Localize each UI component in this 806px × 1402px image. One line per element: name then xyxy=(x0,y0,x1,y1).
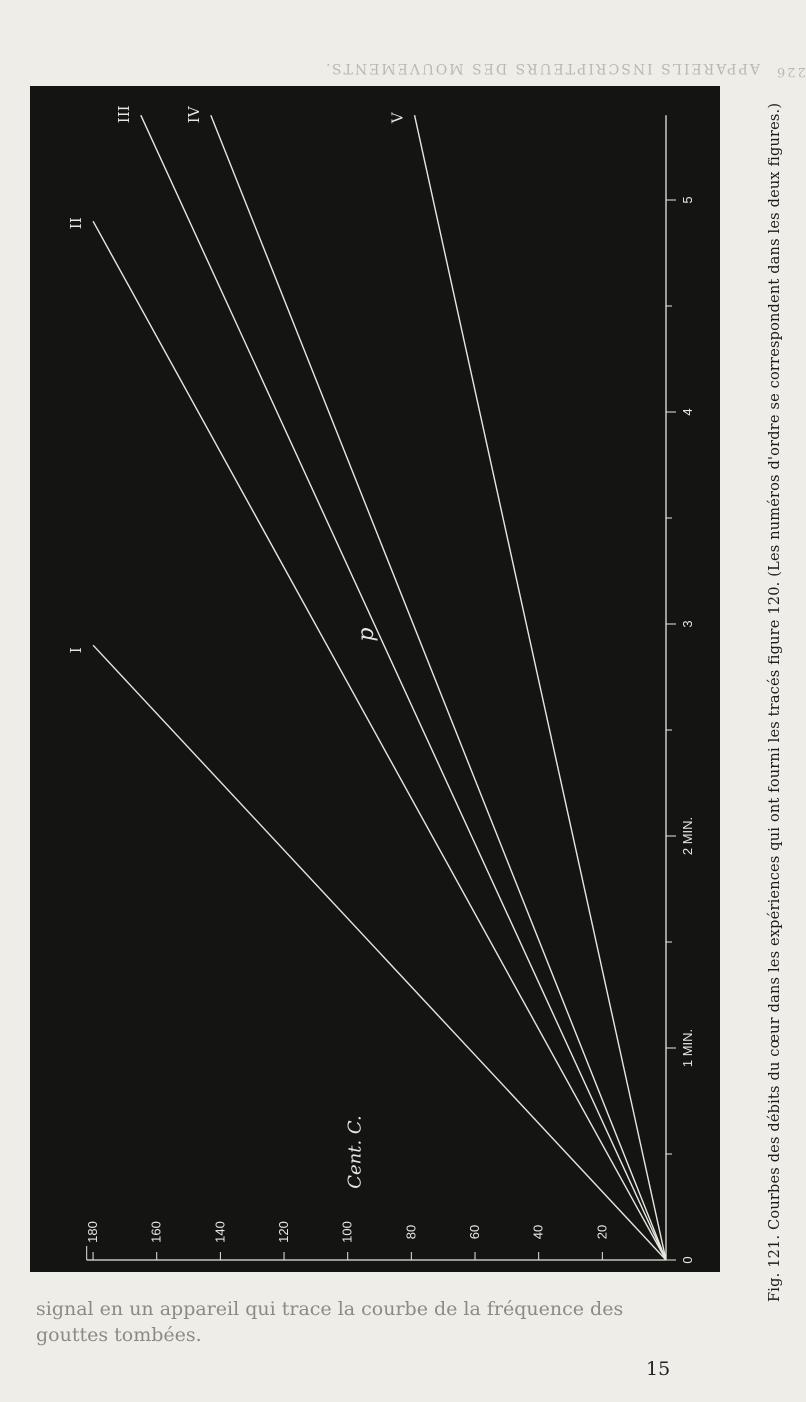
bleed-through-line-2: gouttes tombées. xyxy=(36,1324,202,1346)
time-tick-label: 0 xyxy=(680,1256,695,1264)
chart-plate xyxy=(30,86,720,1272)
time-tick-label: 4 xyxy=(680,408,695,416)
value-tick-label: 80 xyxy=(403,1224,419,1240)
value-tick-label: 120 xyxy=(276,1221,292,1243)
value-tick-label: 20 xyxy=(594,1224,610,1240)
value-axis-title: Cent. C. xyxy=(344,1115,366,1189)
value-tick-label: 140 xyxy=(212,1221,228,1243)
value-tick-label: 100 xyxy=(339,1221,355,1243)
series-label-i: I xyxy=(67,647,86,654)
value-tick-label: 60 xyxy=(467,1224,483,1240)
series-label-ii: II xyxy=(67,217,86,230)
series-line-i xyxy=(93,645,666,1260)
chart-svg xyxy=(30,86,720,1272)
series-line-iv xyxy=(211,115,666,1260)
running-head-page-number: 226 xyxy=(775,64,806,79)
value-tick-label: 180 xyxy=(85,1221,101,1243)
time-tick-label: 3 xyxy=(680,620,695,628)
running-head-title: APPAREILS INSCRIPTEURS DES MOUVEMENTS. xyxy=(323,60,760,76)
time-tick-label: 2 MIN. xyxy=(680,816,695,856)
time-tick-label: 5 xyxy=(680,196,695,204)
bleed-through-text xyxy=(36,1296,756,1348)
figure-caption: Fig. 121. Courbes des débits du cœur dans les expériences qui ont fourni les tracés figure 120. (Les numéros d'ordre se correspondent dans les deux figures.) xyxy=(767,102,783,1302)
series-line-v xyxy=(415,115,666,1260)
time-tick-label: 1 MIN. xyxy=(680,1028,695,1068)
series-line-iii xyxy=(141,115,666,1260)
bleed-through-line-1: signal en un appareil qui trace la courbe de la fréquence des xyxy=(36,1298,624,1320)
series-line-ii xyxy=(93,221,666,1260)
series-label-v: V xyxy=(388,112,407,124)
series-label-iii: III xyxy=(114,105,133,124)
value-tick-label: 40 xyxy=(530,1224,546,1240)
series-label-iv: IV xyxy=(184,106,203,124)
figure-caption-box xyxy=(733,102,783,1310)
running-head xyxy=(140,48,806,88)
page-number: 15 xyxy=(646,1358,671,1380)
value-tick-label: 160 xyxy=(148,1221,164,1243)
annotation-label: p xyxy=(354,627,380,642)
